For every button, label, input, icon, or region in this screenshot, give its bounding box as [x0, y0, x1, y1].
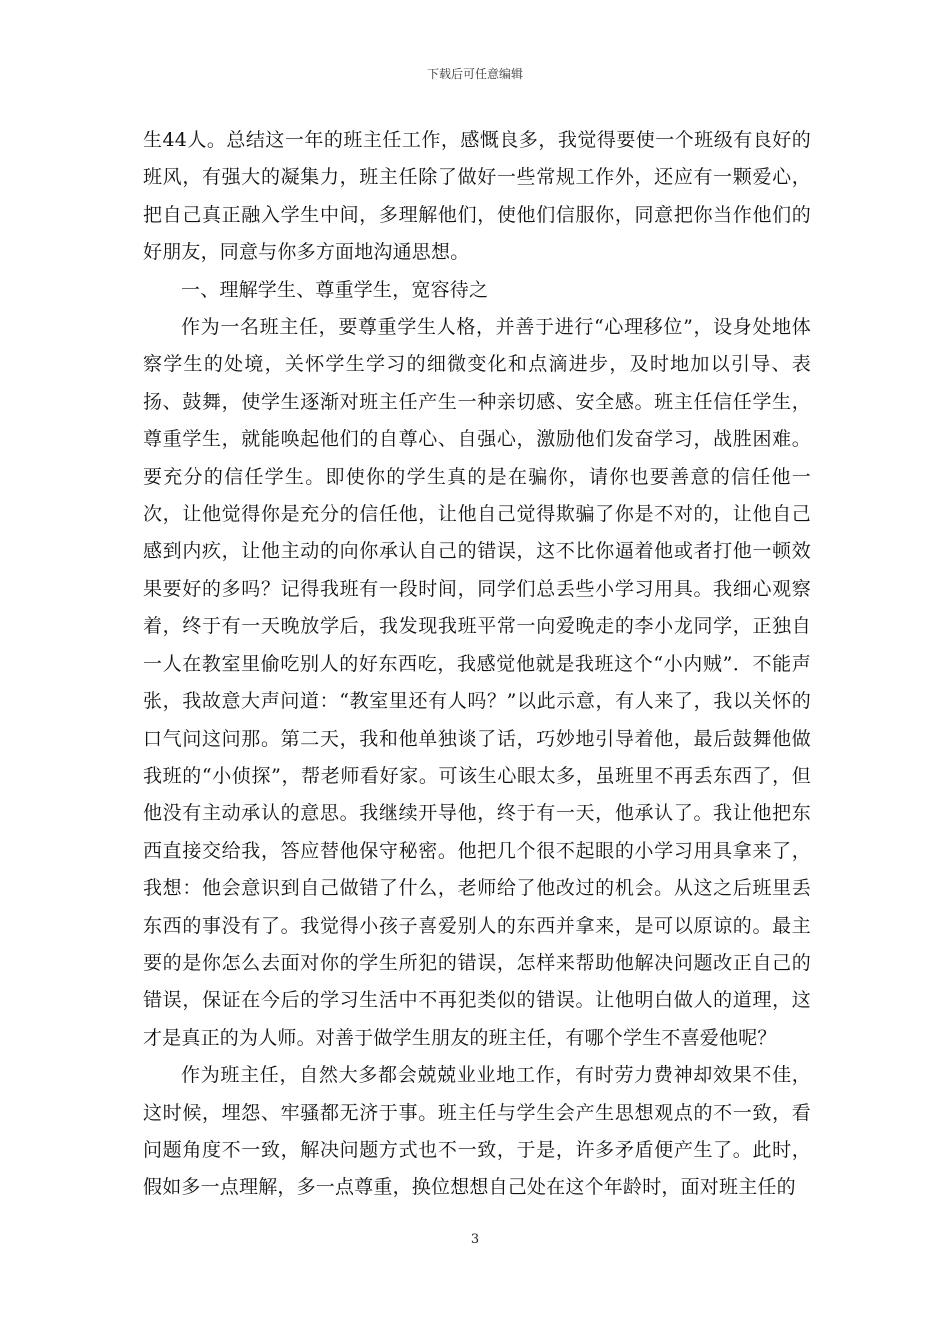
section-heading: 一、理解学生、尊重学生，宽容待之: [181, 278, 489, 301]
paragraph-1: 生44人。总结这一年的班主任工作，感慨良多，我觉得要使一个班级有良好的班风，有强大的凝集力，班主任除了做好一些常规工作外，还应有一颗爱心，把自己真正融入学生中间，多理解他们，使他们信服你，同意把你当作他们的好朋友，同意与你多方面地沟通思想。: [143, 129, 811, 264]
page-header: 下载后可任意编辑: [426, 67, 523, 81]
document-body: [143, 122, 811, 1207]
page-number: 3: [470, 1232, 480, 1247]
paragraph-2: 作为一名班主任，要尊重学生人格，并善于进行“心理移位”，设身处地体察学生的处境，关怀学生学习的细微变化和点滴进步，及时地加以引导、表扬、鼓舞，使学生逐渐对班主任产生一种亲切感、安全感。班主任信任学生，尊重学生，就能唤起他们的自尊心、自强心，激励他们发奋学习，战胜困难。要充分的信任学生。即使你的学生真的是在骗你，请你也要善意的信任他一次，让他觉得你是充分的信任他，让他自己觉得欺骗了你是不对的，让他自己感到内疚，让他主动的向你承认自己的错误，这不比你逼着他或者打他一顿效果要好的多吗？记得我班有一段时间，同学们总丢些小学习用具。我细心观察着，终于有一天晚放学后，我发现我班平常一向爱晚走的李小龙同学，正独自一人在教室里偷吃别人的好东西吃，我感觉他就是我班这个“小内贼”．不能声张，我故意大声问道：“教室里还有人吗？”以此示意，有人来了，我以关怀的口气问这问那。第二天，我和他单独谈了话，巧妙地引导着他，最后鼓舞他做我班的“小侦探”，帮老师看好家。可该生心眼太多，虽班里不再丢东西了，但他没有主动承认的意思。我继续开导他，终于有一天，他承认了。我让他把东西直接交给我，答应替他保守秘密。他把几个很不起眼的小学习用具拿来了，我想：他会意识到自己做错了什么，老师给了他改过的机会。从这之后班里丢东西的事没有了。我觉得小孩子喜爱别人的东西并拿来，是可以原谅的。最主要的是你怎么去面对你的学生所犯的错误，怎样来帮助他解决问题改正自己的错误，保证在今后的学习生活中不再犯类似的错误。让他明白做人的道理，这才是真正的为人师。对善于做学生朋友的班主任，有哪个学生不喜爱他呢？: [143, 316, 811, 1049]
paragraph-3: 作为班主任，自然大多都会兢兢业业地工作，有时劳力费神却效果不佳，这时候，埋怨、牢骚都无济于事。班主任与学生会产生思想观点的不一致，看问题角度不一致，解决问题方式也不一致，于是，许多矛盾便产生了。此时，假如多一点理解，多一点尊重，换位想想自己处在这个年龄时，面对班主任的: [143, 1064, 811, 1199]
